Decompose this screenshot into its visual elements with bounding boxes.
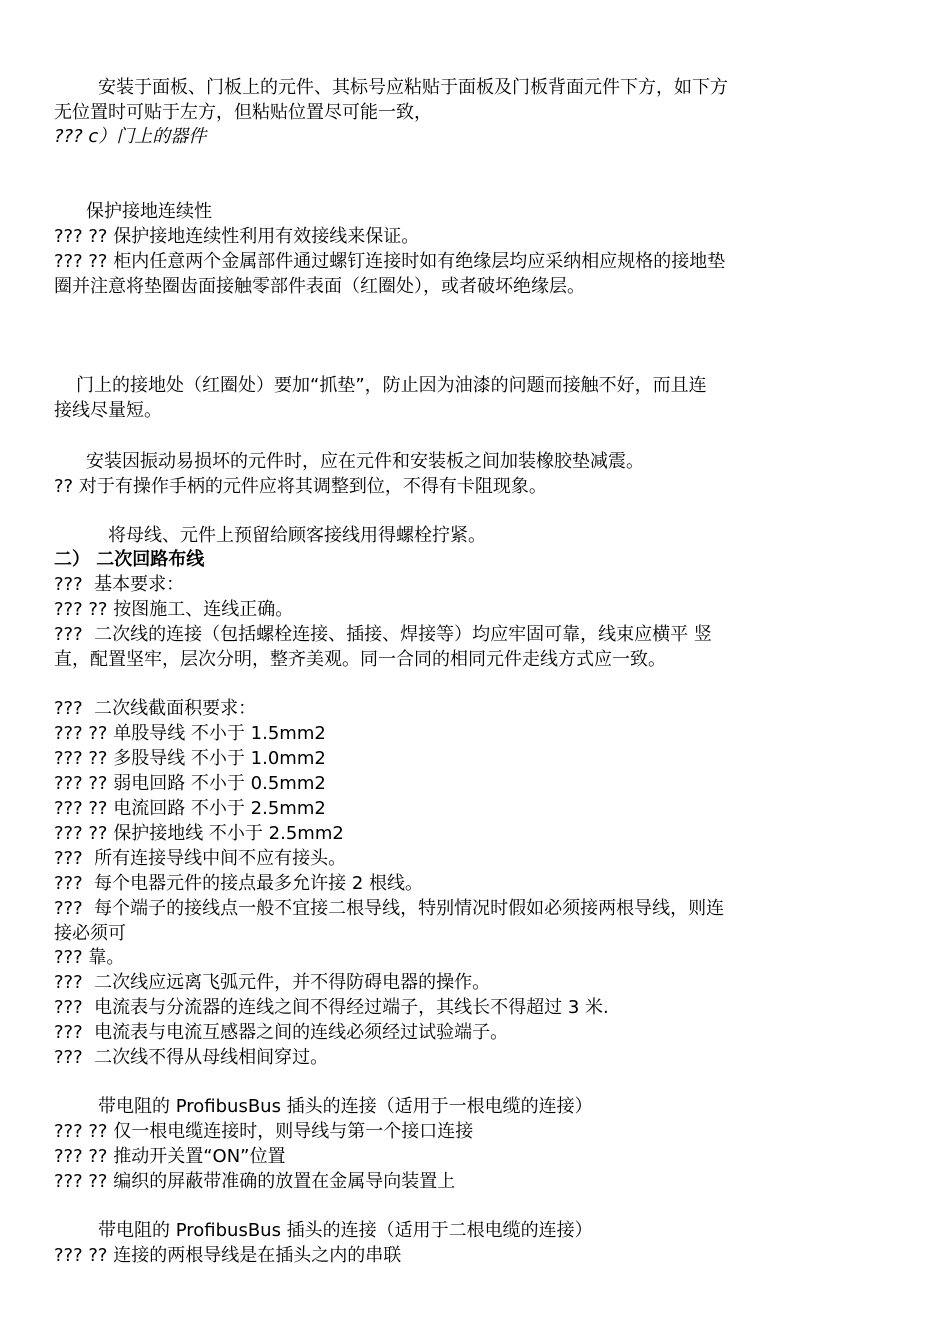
paragraph-line: 圈并注意将垫圈齿面接触零部件表面（红圈处），或者破坏绝缘层。: [54, 276, 585, 297]
paragraph-line: 直，配置坚牢，层次分明，整齐美观。同一合同的相同元件走线方式应一致。: [54, 649, 666, 670]
paragraph-line: ??? ?? 保护接地连续性利用有效接线来保证。: [54, 226, 420, 247]
section-heading: 二） 二次回路布线: [54, 549, 205, 570]
paragraph-line: ??? 电流表与电流互感器之间的连线必须经过试验端子。: [54, 1022, 509, 1043]
paragraph-line: ??? 二次线不得从母线相间穿过。: [54, 1047, 329, 1068]
paragraph-line: ??? 靠。: [54, 947, 125, 968]
section-title: 保护接地连续性: [86, 201, 212, 222]
list-item: ??? ?? 电流回路 不小于 2.5mm2: [54, 798, 326, 819]
list-item: ??? ?? 多股导线 不小于 1.0mm2: [54, 748, 326, 769]
paragraph-line: 接线尽量短。: [54, 400, 162, 421]
paragraph-line: 安装因振动易损坏的元件时，应在元件和安装板之间加装橡胶垫减震。: [86, 451, 644, 472]
paragraph-line: 门上的接地处（红圈处）要加“抓垫”，防止因为油漆的问题而接触不好，而且连: [76, 375, 707, 396]
list-item: ??? ?? 保护接地线 不小于 2.5mm2: [54, 823, 344, 844]
paragraph-line: 将母线、元件上预留给顾客接线用得螺栓拧紧。: [108, 525, 486, 546]
paragraph-line: ??? 二次线应远离飞弧元件，并不得防碍电器的操作。: [54, 972, 491, 993]
paragraph-line: 接必须可: [54, 923, 126, 944]
list-item: ??? ?? 推动开关置“ON”位置: [54, 1146, 286, 1167]
paragraph-line: ??? 每个电器元件的接点最多允许接 2 根线。: [54, 873, 423, 894]
paragraph-line: ??? 电流表与分流器的连线之间不得经过端子，其线长不得超过 3 米.: [54, 997, 609, 1018]
paragraph-line: ??? 二次线截面积要求：: [54, 698, 257, 719]
list-item: ??? ?? 单股导线 不小于 1.5mm2: [54, 723, 326, 744]
sub-heading: ??? c）门上的器件: [54, 126, 207, 147]
list-item: ??? ?? 连接的两根导线是在插头之内的串联: [54, 1245, 402, 1266]
paragraph-line: ??? 二次线的连接（包括螺栓连接、插接、焊接等）均应牢固可靠，线束应横平 竖: [54, 624, 712, 645]
list-item: ??? ?? 弱电回路 不小于 0.5mm2: [54, 773, 326, 794]
paragraph-line: ??? 基本要求：: [54, 574, 185, 595]
paragraph-line: ??? 每个端子的接线点一般不宜接二根导线，特别情况时假如必须接两根导线，则连: [54, 898, 725, 919]
paragraph-line: ??? ?? 按图施工、连线正确。: [54, 599, 294, 620]
list-item: ??? ?? 编织的屏蔽带准确的放置在金属导向装置上: [54, 1171, 456, 1192]
paragraph-line: 安装于面板、门板上的元件、其标号应粘贴于面板及门板背面元件下方，如下方: [98, 77, 728, 98]
paragraph-line: ??? ?? 柜内任意两个金属部件通过螺钉连接时如有绝缘层均应采纳相应规格的接地垫: [54, 251, 726, 272]
section-title: 带电阻的 ProfibusBus 插头的连接（适用于一根电缆的连接）: [98, 1096, 593, 1117]
paragraph-line: 无位置时可贴于左方，但粘贴位置尽可能一致，: [54, 102, 432, 123]
list-item: ??? ?? 仅一根电缆连接时，则导线与第一个接口连接: [54, 1121, 474, 1142]
section-title: 带电阻的 ProfibusBus 插头的连接（适用于二根电缆的连接）: [98, 1220, 593, 1241]
paragraph-line: ??? 所有连接导线中间不应有接头。: [54, 848, 347, 869]
paragraph-line: ?? 对于有操作手柄的元件应将其调整到位，不得有卡阻现象。: [54, 476, 547, 497]
